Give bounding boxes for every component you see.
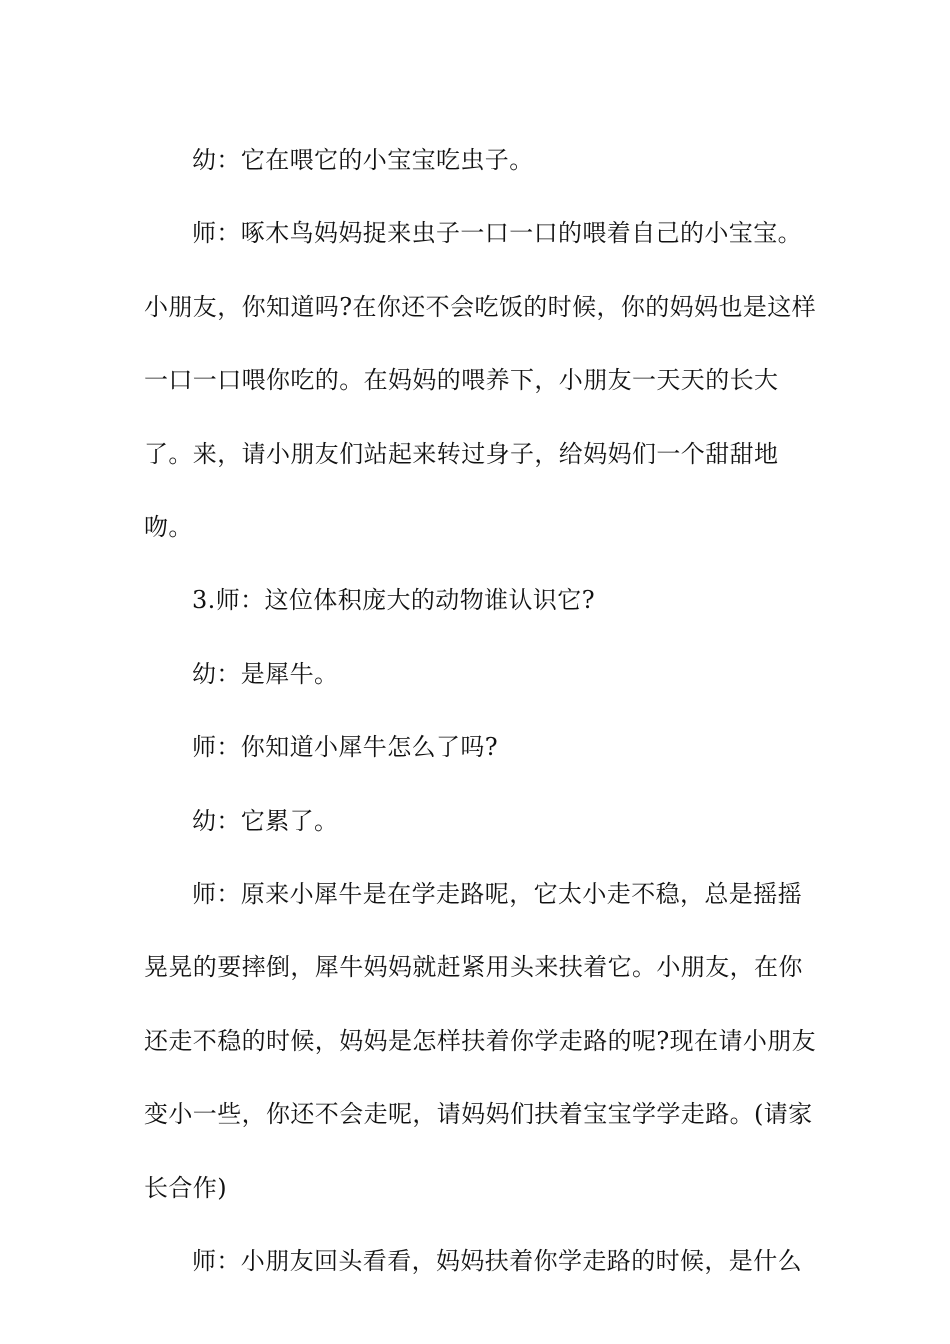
- paragraph-child-answer-2: 幼：是犀牛。: [192, 659, 339, 688]
- document-body: [144, 124, 824, 1299]
- paragraph-teacher-rhino-walk: 师：原来小犀牛是在学走路呢，它太小走不稳，总是摇摇晃晃的要摔倒，犀牛妈妈就赶紧用头来扶着它。小朋友，在你还走不稳的时候，妈妈是怎样扶着你学走路的呢?现在请小朋友变小一些，你还不会走呢，请妈妈们扶着宝宝学学走路。(请家长合作): [144, 880, 817, 1202]
- paragraph-child-answer-3: 幼：它累了。: [192, 806, 339, 835]
- paragraph-child-answer-1: 幼：它在喂它的小宝宝吃虫子。: [192, 146, 534, 174]
- paragraph-teacher-question-rhino: 师：你知道小犀牛怎么了吗?: [192, 733, 499, 762]
- paragraph-teacher-look-back: 师：小朋友回头看看，妈妈扶着你学走路的时候，是什么: [192, 1247, 802, 1276]
- paragraph-teacher-question-3: 3.师：这位体积庞大的动物谁认识它?: [192, 586, 595, 615]
- paragraph-teacher-woodpecker: 师：啄木鸟妈妈捉来虫子一口一口的喂着自己的小宝宝。小朋友，你知道吗?在你还不会吃饭的时候，你的妈妈也是这样一口一口喂你吃的。在妈妈的喂养下，小朋友一天天的长大了。来，请小朋友们站起来转过身子，给妈妈们一个甜甜地吻。: [144, 219, 817, 542]
